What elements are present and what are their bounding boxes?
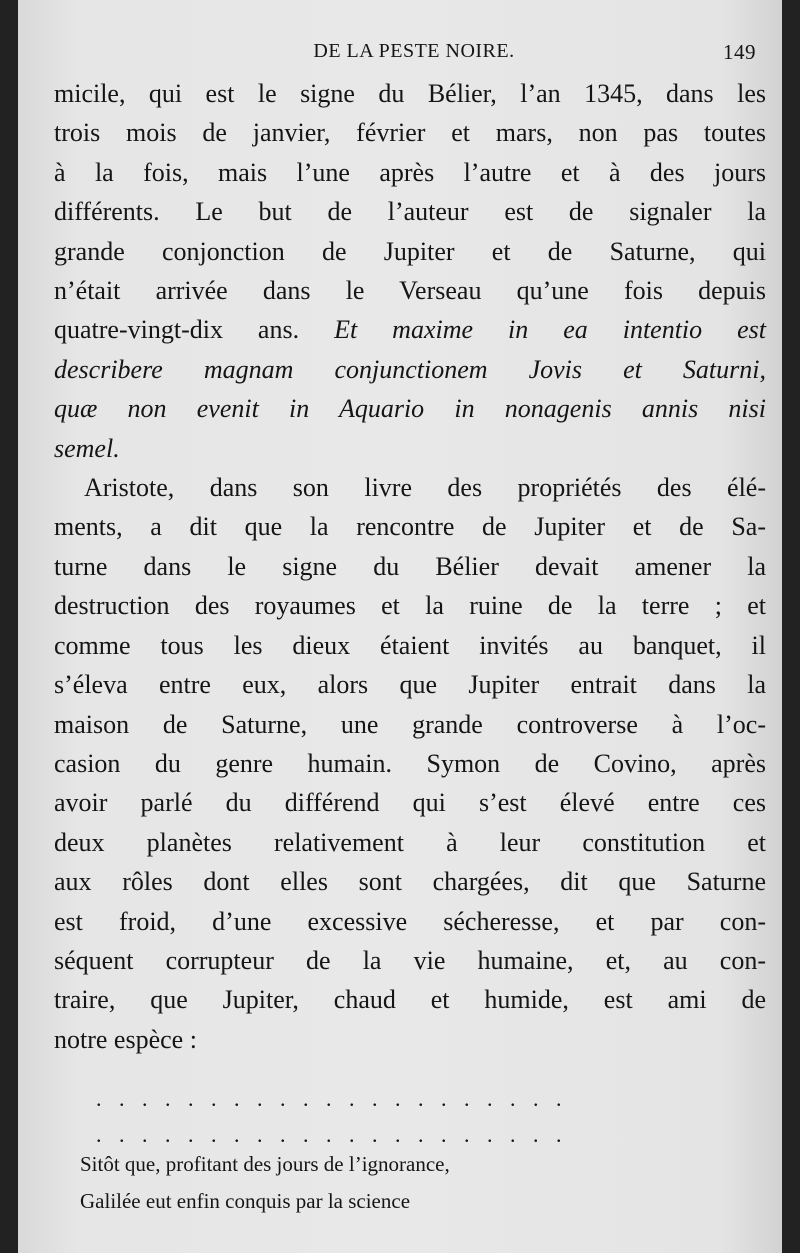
ellipsis-dots: . . . . . . . . . . . . . . . . . . . . . bbox=[96, 1086, 568, 1111]
text-line: différents. Le but de l’auteur est de signaler la bbox=[54, 197, 766, 227]
text-line: casion du genre humain. Symon de Covino, après bbox=[54, 748, 766, 778]
text-line: trois mois de janvier, février et mars, non pas toutes bbox=[54, 118, 766, 148]
text-line: deux planètes relativement à leur constitution et bbox=[54, 827, 766, 857]
latin-quote-line bbox=[54, 429, 766, 468]
text-line: turne dans le signe du Bélier devait amener la bbox=[54, 551, 766, 581]
text-line: aux rôles dont elles sont chargées, dit que Saturne bbox=[54, 867, 766, 897]
text-line: destruction des royaumes et la ruine de la terre ; et bbox=[54, 591, 766, 621]
body-text bbox=[54, 74, 766, 1059]
latin-quote: quæ non evenit in Aquario in nonagenis annis nisi bbox=[54, 394, 766, 424]
latin-quote-line bbox=[54, 350, 766, 389]
text-line: maison de Saturne, une grande controverse à l’oc- bbox=[54, 709, 766, 739]
latin-quote-line bbox=[54, 389, 766, 428]
text-line: notre espèce : bbox=[54, 1024, 197, 1054]
text-line: comme tous les dieux étaient invités au banquet, il bbox=[54, 630, 766, 660]
text-line bbox=[54, 310, 766, 349]
ellipsis-dots: . . . . . . . . . . . . . . . . . . . . . bbox=[96, 1122, 568, 1147]
running-head bbox=[54, 38, 774, 68]
latin-quote: describere magnam conjunctionem Jovis et Saturni, bbox=[54, 354, 766, 384]
text-line: avoir parlé du différend qui s’est élevé entre ces bbox=[54, 788, 766, 818]
paragraph-1 bbox=[54, 74, 766, 468]
text-line: micile, qui est le signe du Bélier, l’an 1345, dans les bbox=[54, 79, 766, 108]
verse-line: Galilée eut enfin conquis par la science bbox=[80, 1189, 411, 1213]
ellipsis-row bbox=[96, 1122, 656, 1148]
text-line: à la fois, mais l’une après l’autre et à des jours bbox=[54, 157, 766, 187]
paragraph-2 bbox=[54, 468, 766, 1059]
running-title: DE LA PESTE NOIRE. bbox=[313, 40, 515, 62]
verse-quote bbox=[80, 1146, 450, 1220]
text-line: est froid, d’une excessive sécheresse, et par con- bbox=[54, 906, 766, 936]
text-line: traire, que Jupiter, chaud et humide, est ami de bbox=[54, 985, 766, 1015]
text-line: grande conjonction de Jupiter et de Saturne, qui bbox=[54, 236, 766, 266]
text-line: Aristote, dans son livre des propriétés des élé- bbox=[84, 473, 766, 503]
text-plain: quatre-vingt-dix ans. bbox=[54, 315, 335, 345]
text-line: n’était arrivée dans le Verseau qu’une fois depuis bbox=[54, 276, 766, 306]
text-line: ments, a dit que la rencontre de Jupiter et de Sa- bbox=[54, 512, 766, 542]
page-number: 149 bbox=[723, 40, 756, 64]
verse-line: Sitôt que, profitant des jours de l’ignorance, bbox=[80, 1152, 450, 1176]
book-page bbox=[18, 0, 782, 1253]
text-line: s’éleva entre eux, alors que Jupiter entrait dans la bbox=[54, 670, 766, 700]
latin-quote: semel. bbox=[54, 433, 120, 463]
latin-quote: Et maxime in ea intentio est bbox=[334, 315, 767, 345]
ellipsis-row bbox=[96, 1086, 656, 1112]
text-line: séquent corrupteur de la vie humaine, et, au con- bbox=[54, 945, 766, 975]
